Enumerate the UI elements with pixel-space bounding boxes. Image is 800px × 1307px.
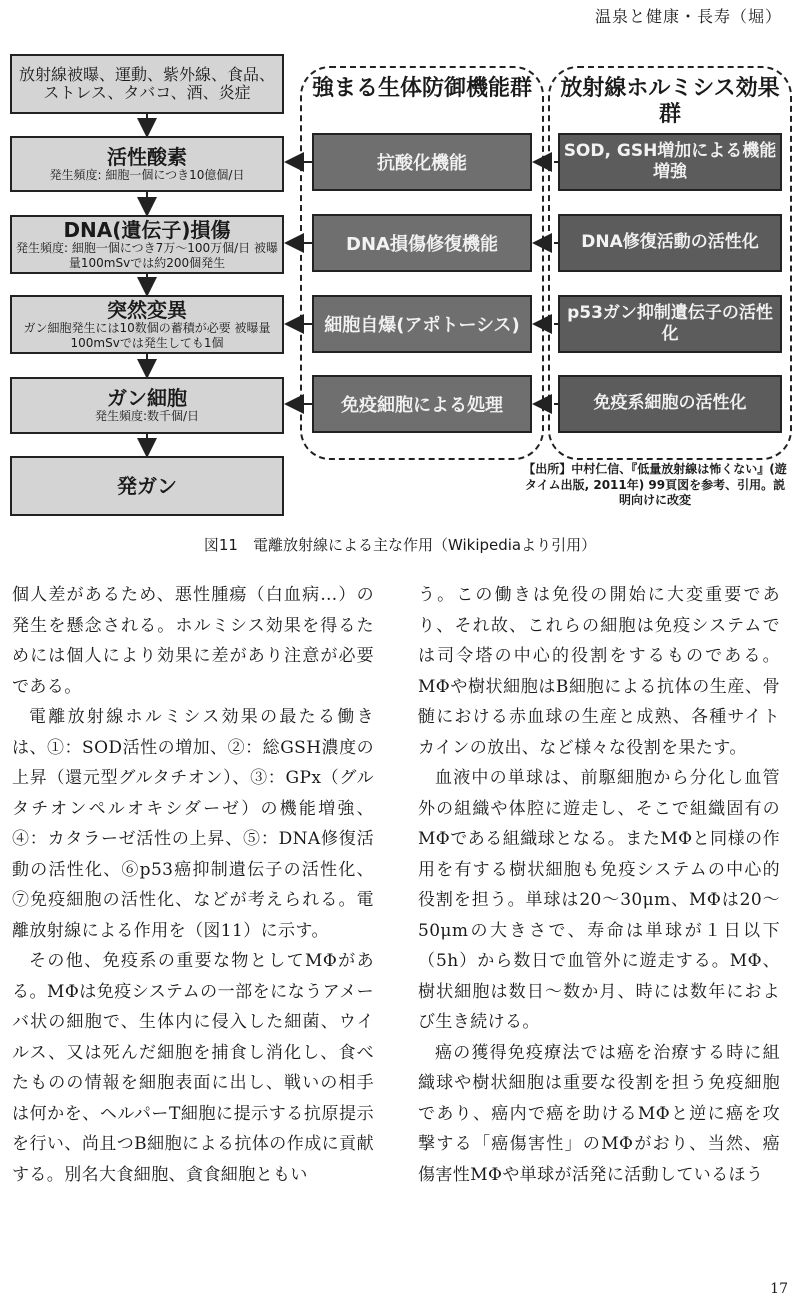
page-number: 17 [770, 1281, 788, 1297]
dna-repair-activation-box: DNA修復活動の活性化 [558, 214, 782, 272]
running-header: 温泉と健康・長寿（堀） [594, 7, 782, 26]
box-title: DNA(遺伝子)損傷 [63, 218, 231, 243]
hormesis-group-title: 放射線ホルミシス効果群 [560, 76, 780, 128]
cause-box [10, 54, 284, 114]
figure-11 [0, 40, 800, 530]
box-title: 活性酸素 [107, 144, 187, 169]
paragraph: 個人差があるため、悪性腫瘍（白血病…）の発生を懸念される。ホルミシス効果を得るためには個人により効果に差があり注意が必要である。 [12, 585, 374, 697]
cancer-cell-box [10, 377, 284, 434]
antioxidant-box: 抗酸化機能 [312, 133, 532, 191]
box-sub: 発生頻度: 細胞一個につき7万～100万個/日 被曝量100mSvでは約200個発生 [15, 241, 278, 270]
paragraph: う。この働きは免役の開始に大変重要であり、それ故、これらの細胞は免疫システムでは司令塔の中心的役割をするものである。MΦや樹状細胞はB細胞による抗体の生産、骨髄における赤血球の生産と成熟、各種サイトカインの放出、など様々な役割を果たす。 [418, 585, 780, 758]
immune-processing-box: 免疫細胞による処理 [312, 375, 532, 433]
paragraph: 電離放射線ホルミシス効果の最たる働きは、①：SOD活性の増加、②：総GSH濃度の上昇（還元型グルタチオン）、③：GPx（グルタチオンペルオキシダーゼ）の機能増強、④：カタラーゼ活性の上昇、⑤：DNA修復活動の活性化、⑥p53癌抑制遺伝子の活性化、⑦免疫細胞の活性化、などが考えられる。電離放射線による作用を（図11）に示す。 [12, 707, 374, 941]
cause-text: 放射線被曝、運動、紫外線、食品、ストレス、タバコ、酒、炎症 [18, 65, 275, 102]
box-title: 突然変異 [107, 298, 187, 323]
mutation-box [10, 295, 284, 354]
defense-group-title: 強まる生体防御機能群 [312, 76, 533, 101]
figure-caption: 図11 電離放射線による主な作用（Wikipediaより引用） [203, 536, 597, 554]
box-sub: 発生頻度: 細胞一個につき10億個/日 [49, 167, 245, 182]
paragraph: 癌の獲得免疫療法では癌を治療する時に組織球や樹状細胞は重要な役割を担う免疫細胞であり、癌内で癌を助けるMΦと逆に癌を攻撃する「癌傷害性」のMΦがおり、当然、癌傷害性MΦや単球が活発に活動しているほう [418, 1042, 780, 1185]
box-title: ガン細胞 [107, 386, 187, 411]
text-column-right [418, 580, 780, 1190]
active-oxygen-box [10, 136, 284, 192]
box-title: 発ガン [117, 474, 177, 498]
p53-box: p53ガン抑制遺伝子の活性化 [558, 295, 782, 353]
paragraph: 血液中の単球は、前駆細胞から分化し血管外の組織や体腔に遊走し、そこで組織固有のMΦである組織球となる。またMΦと同様の作用を有する樹状細胞も免疫システムの中心的役割を担う。単球は20～30μm、MΦは20～50μmの大きさで、寿命は単球が１日以下（5h）から数日で血管外に遊走する。MΦ、樹状細胞は数日～数か月、時には数年におよび生き続ける。 [418, 768, 780, 1032]
box-sub: ガン細胞発生には10数個の蓄積が必要 被曝量100mSvでは発生しても1個 [23, 321, 271, 350]
text-column-left [12, 580, 374, 1190]
sod-gsh-box: SOD, GSH増加による機能増強 [558, 133, 782, 191]
paragraph: その他、免疫系の重要な物としてMΦがある。MΦは免疫システムの一部をになうアメーバ状の細胞で、生体内に侵入した細菌、ウイルス、又は死んだ細胞を捕食し消化し、食べたものの情報を細胞表面に出し、戦いの相手は何かを、ヘルパーT細胞に提示する抗原提示を行い、尚且つB細胞による抗体の作成に貢献する。別名大食細胞、貪食細胞ともい [12, 951, 374, 1185]
box-sub: 発生頻度:数千個/日 [94, 409, 200, 424]
dna-repair-box: DNA損傷修復機能 [312, 214, 532, 272]
carcinogenesis-box [10, 456, 284, 516]
immune-activation-box: 免疫系細胞の活性化 [558, 375, 782, 433]
figure-source: 【出所】中村仁信、『低量放射線は怖くない』(遊タイム出版, 2011年) 99頁図を参考、引用。説明向けに改変 [523, 462, 787, 508]
apoptosis-box: 細胞自爆(アポトーシス) [312, 295, 532, 353]
dna-damage-box [10, 215, 284, 274]
